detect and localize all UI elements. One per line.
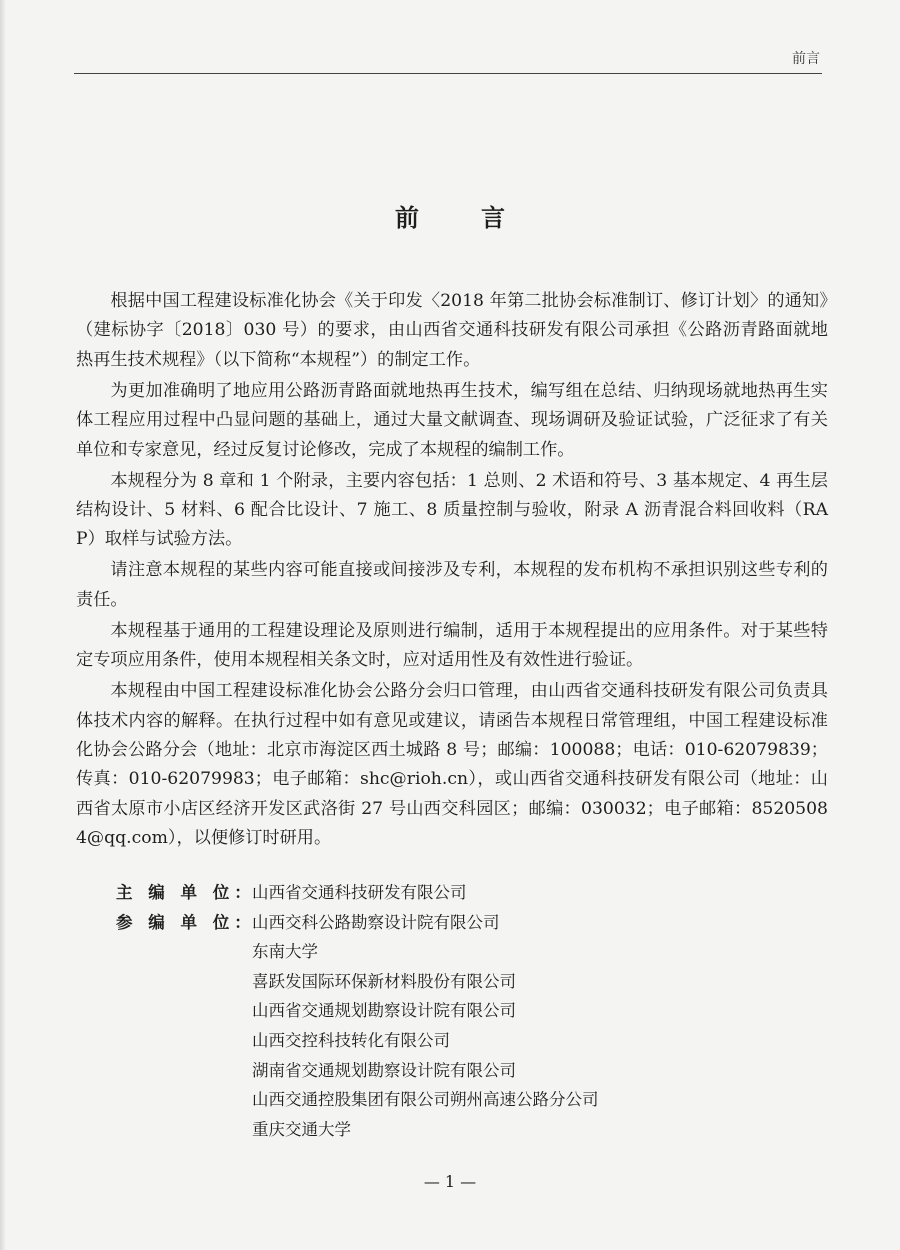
- page-edge-shadow: [0, 0, 6, 1250]
- participating-unit-row: [116, 1026, 599, 1056]
- paragraph: 本规程基于通用的工程建设理论及原则进行编制，适用于本规程提出的应用条件。对于某些特定专项应用条件，使用本规程相关条文时，应对适用性及有效性进行验证。: [76, 620, 828, 671]
- preface-body: [76, 287, 828, 855]
- editing-units: [116, 878, 599, 1144]
- participating-unit-row: [116, 996, 599, 1026]
- participating-unit-name: 湖南省交通规划勘察设计院有限公司: [252, 1060, 516, 1080]
- participating-unit-name: 喜跃发国际环保新材料股份有限公司: [252, 971, 516, 991]
- participating-unit-label: 参 编 单 位：: [116, 912, 256, 932]
- paragraph: 请注意本规程的某些内容可能直接或间接涉及专利，本规程的发布机构不承担识别这些专利的责任。: [76, 560, 828, 610]
- participating-unit-row: [116, 937, 599, 967]
- participating-unit-row: [116, 1056, 599, 1086]
- paragraph: 为更加准确明了地应用公路沥青路面就地热再生技术，编写组在总结、归纳现场就地热再生实体工程应用过程中凸显问题的基础上，通过大量文献调查、现场调研及验证试验，广泛征求了有关单位和专家意见，经过反复讨论修改，完成了本规程的编制工作。: [76, 380, 828, 460]
- participating-unit-name: 山西交通控股集团有限公司朔州高速公路分公司: [252, 1090, 599, 1110]
- header-rule: [74, 73, 822, 74]
- page-title: 前言: [395, 203, 567, 232]
- participating-unit-name: 山西交控科技转化有限公司: [252, 1030, 450, 1050]
- paragraph: 根据中国工程建设标准化协会《关于印发〈2018 年第二批协会标准制订、修订计划〉的通知》（建标协字〔2018〕030 号）的要求，由山西省交通科技研发有限公司承担《公路沥青路面就地热再生技术规程》（以下简称“本规程”）的制定工作。: [76, 291, 828, 370]
- participating-unit-name: 山西省交通规划勘察设计院有限公司: [252, 1001, 516, 1021]
- participating-unit-row: [116, 967, 599, 997]
- chief-unit-row: [116, 878, 599, 908]
- participating-unit-row: [116, 1085, 599, 1115]
- paragraph: 本规程分为 8 章和 1 个附录，主要内容包括：1 总则、2 术语和符号、3 基本规定、4 再生层结构设计、5 材料、6 配合比设计、7 施工、8 质量控制与验收，附录 A 沥青混合料回收料（RAP）取样与试验方法。: [76, 470, 828, 550]
- participating-unit-row: [116, 1115, 599, 1145]
- chief-unit-name: 山西省交通科技研发有限公司: [252, 883, 467, 902]
- participating-unit-name: 山西交科公路勘察设计院有限公司: [252, 912, 500, 932]
- participating-unit-name: 东南大学: [252, 942, 318, 962]
- participating-unit-row: [116, 908, 599, 938]
- participating-unit-name: 重庆交通大学: [252, 1119, 351, 1139]
- paragraph: 本规程由中国工程建设标准化协会公路分会归口管理，由山西省交通科技研发有限公司负责具体技术内容的解释。在执行过程中如有意见或建议，请函告本规程日常管理组，中国工程建设标准化协会公路分会（地址：北京市海淀区西土城路 8 号；邮编：100088；电话：010-62079839；传真：010-62079983；电子邮箱：shc@rioh.cn），或山西省交通科技研发有限公司（地址：山西省太原市小店区经济开发区武洛街 27 号山西交科园区；邮编：030032；电子邮箱：85205084@qq.com），以便修订时研用。: [76, 681, 828, 849]
- chief-unit-label: 主 编 单 位：: [116, 883, 256, 902]
- running-header: 前言: [792, 51, 820, 67]
- page-number: — 1 —: [423, 1172, 477, 1191]
